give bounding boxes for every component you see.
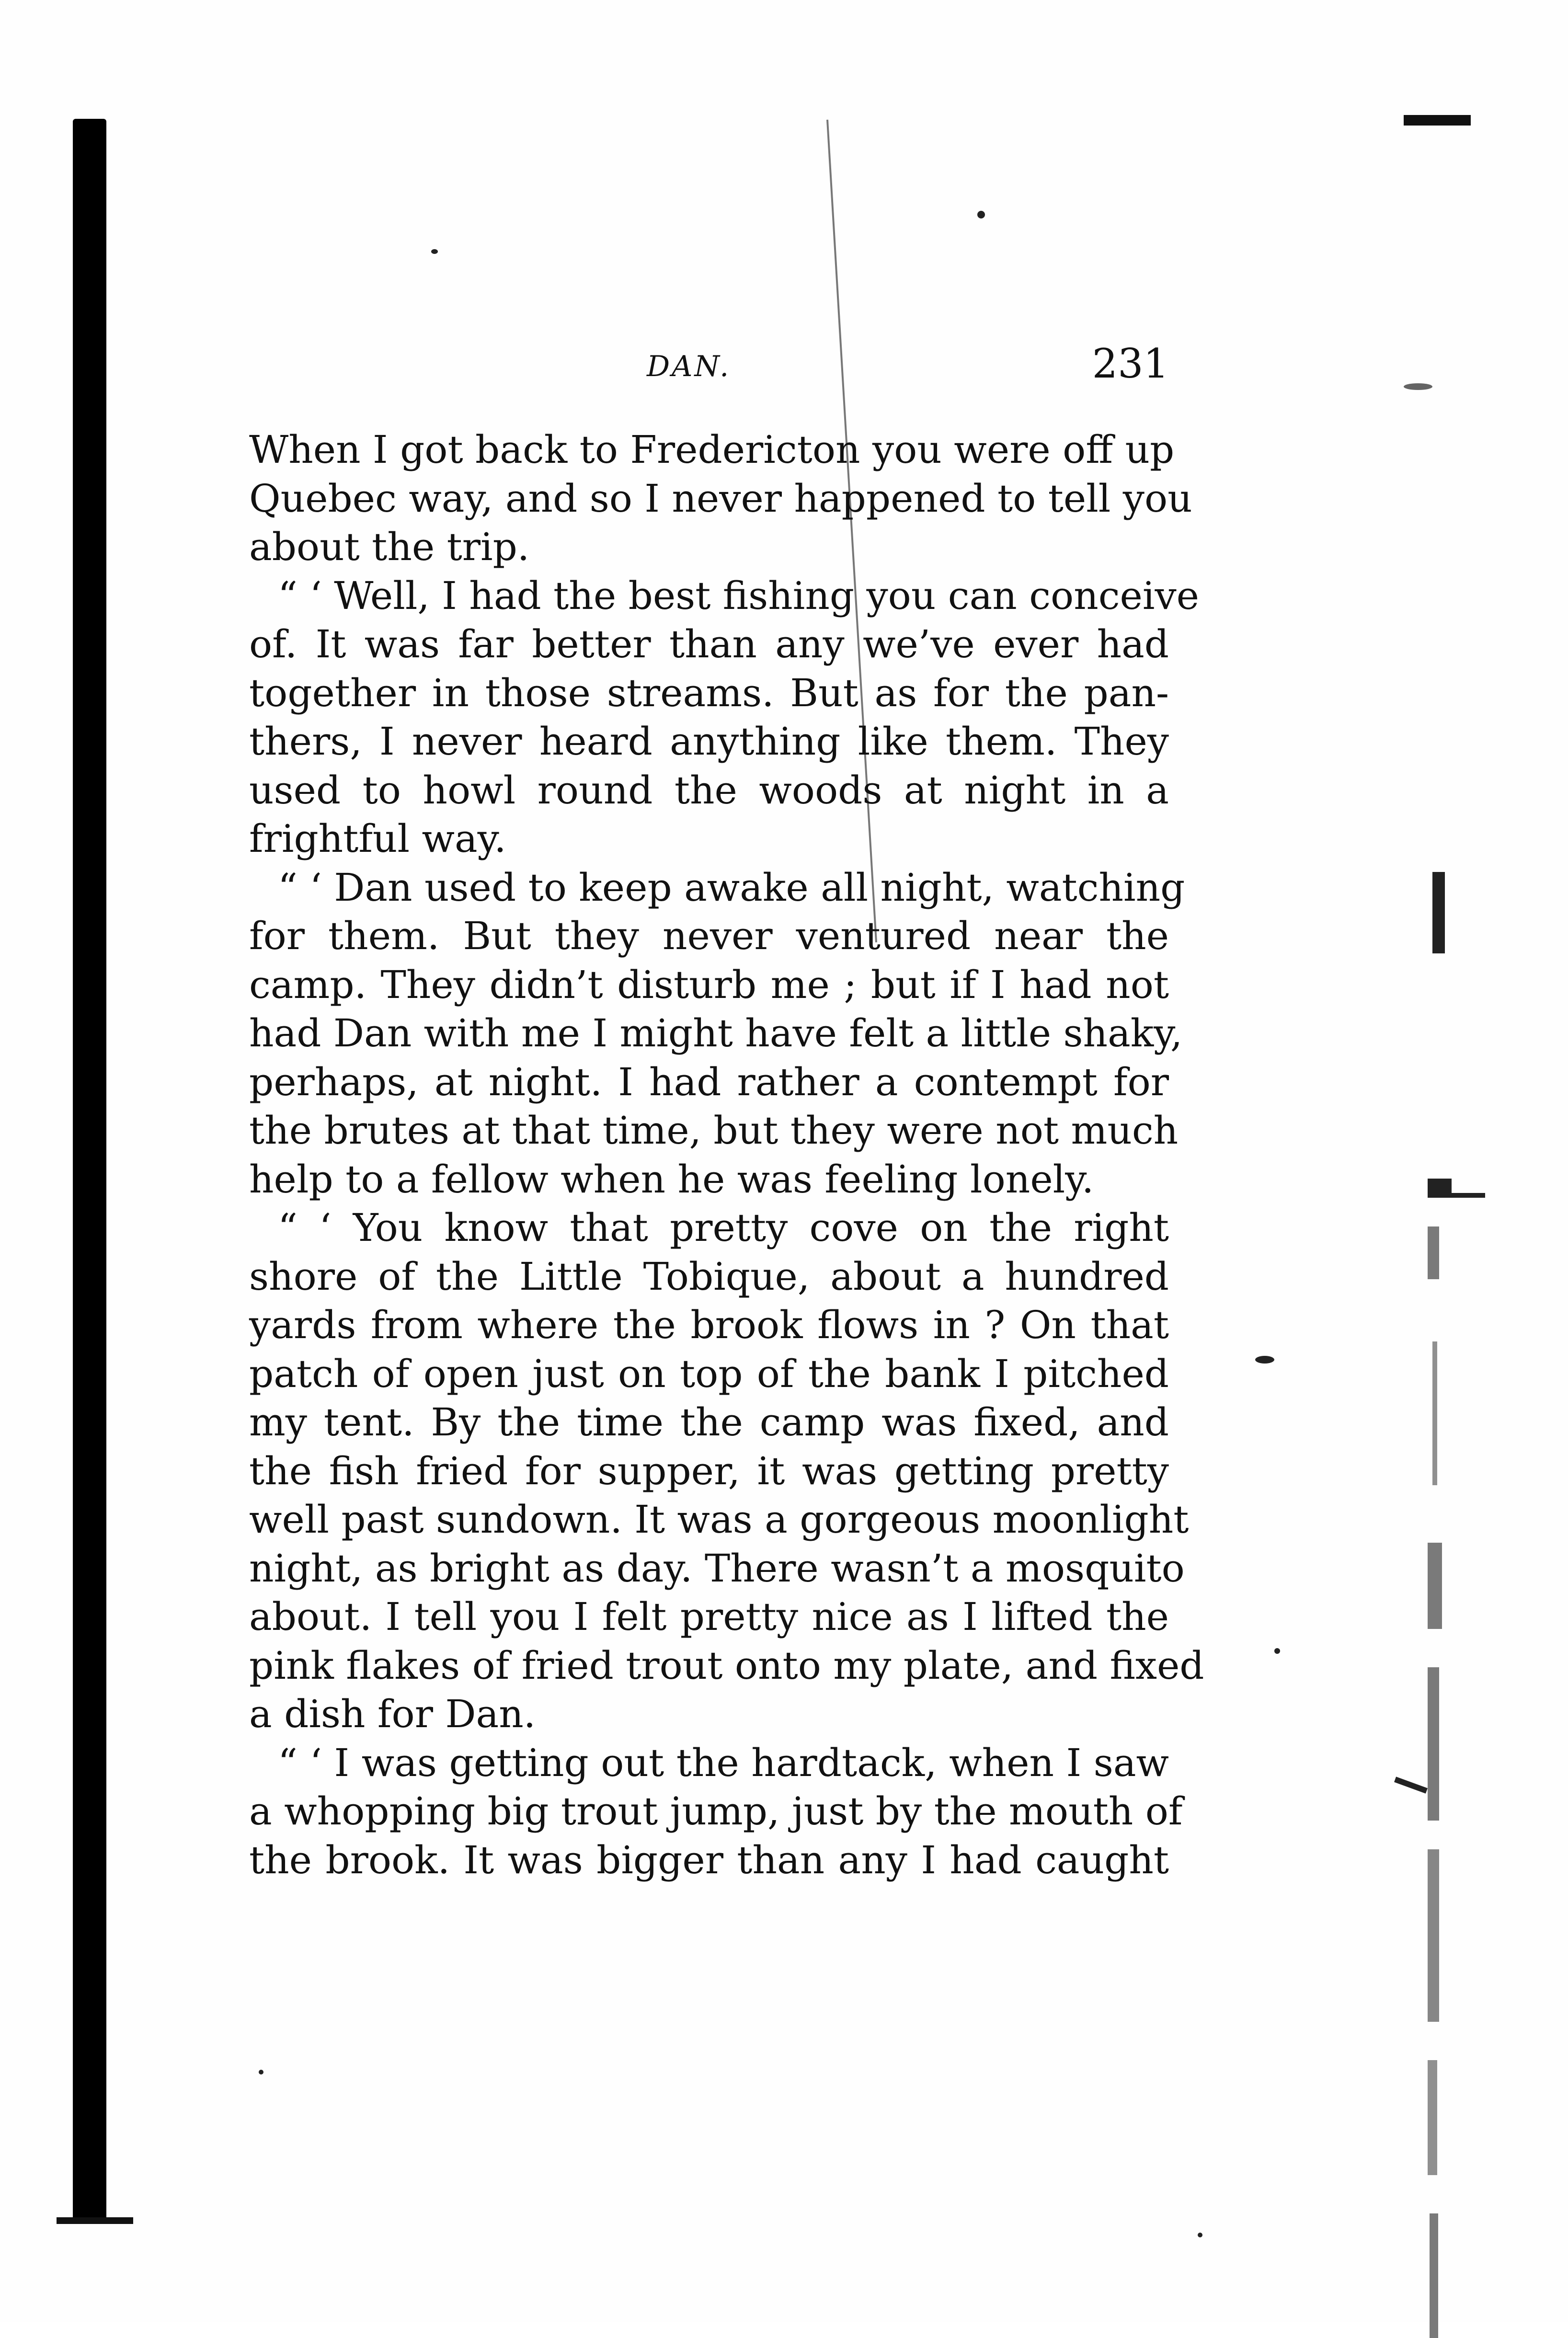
text-line: “ ‘ Dan used to keep awake all night, watching bbox=[278, 865, 1185, 910]
facing-page-bleed bbox=[1413, 115, 1466, 2242]
bleed-mark bbox=[1428, 1543, 1442, 1629]
ink-speck bbox=[1274, 1648, 1280, 1654]
text-line: about. I tell you I felt pretty nice as I lifted the bbox=[249, 1594, 1169, 1639]
ink-speck bbox=[1255, 1356, 1274, 1364]
paragraph bbox=[249, 1203, 1204, 1739]
paragraph bbox=[249, 425, 1192, 572]
text-line: help to a fellow when he was feeling lonely. bbox=[249, 1157, 1094, 1202]
text-line: about the trip. bbox=[249, 525, 530, 569]
paragraph bbox=[249, 1739, 1183, 1885]
running-head-title: DAN. bbox=[647, 350, 731, 383]
binding-foot-mark bbox=[57, 2217, 133, 2224]
bleed-mark bbox=[1432, 872, 1445, 953]
bleed-mark bbox=[1430, 2213, 1438, 2338]
bleed-mark bbox=[1442, 1193, 1485, 1198]
body-text bbox=[249, 425, 1204, 1884]
text-line: When I got back to Fredericton you were off up bbox=[249, 427, 1175, 472]
text-line: a dish for Dan. bbox=[249, 1692, 536, 1736]
facing-page-top-bar bbox=[1404, 115, 1471, 126]
ink-speck bbox=[977, 211, 985, 218]
page-number: 231 bbox=[1092, 340, 1169, 387]
bleed-mark bbox=[1428, 2060, 1437, 2175]
text-line: a whopping big trout jump, just by the mouth of bbox=[249, 1789, 1183, 1834]
bleed-mark bbox=[1394, 1776, 1428, 1793]
text-line: “ ‘ You know that pretty cove on the right bbox=[278, 1205, 1169, 1250]
text-line: yards from where the brook flows in ? On that bbox=[249, 1303, 1169, 1347]
ink-speck bbox=[431, 249, 438, 254]
text-line: camp. They didn’t disturb me ; but if I had not bbox=[249, 962, 1169, 1007]
ink-speck bbox=[259, 2070, 263, 2074]
text-line: had Dan with me I might have felt a little shaky, bbox=[249, 1011, 1183, 1055]
text-line: the brook. It was bigger than any I had caught bbox=[249, 1837, 1169, 1882]
text-line: thers, I never heard anything like them. They bbox=[249, 719, 1169, 764]
text-line: used to howl round the woods at night in a bbox=[249, 768, 1169, 813]
text-line: frightful way. bbox=[249, 816, 506, 861]
text-line: Quebec way, and so I never happened to tell you bbox=[249, 476, 1192, 521]
bleed-mark bbox=[1428, 1226, 1439, 1279]
text-line: night, as bright as day. There wasn’t a mosquito bbox=[249, 1546, 1185, 1591]
text-line: “ ‘ I was getting out the hardtack, when I saw bbox=[278, 1740, 1169, 1785]
text-line: of. It was far better than any we’ve ever had bbox=[249, 622, 1169, 666]
text-line: the brutes at that time, but they were not much bbox=[249, 1108, 1179, 1153]
paragraph bbox=[249, 863, 1185, 1204]
text-line: shore of the Little Tobique, about a hundred bbox=[249, 1254, 1169, 1299]
ink-speck bbox=[1198, 2233, 1202, 2237]
text-line: perhaps, at night. I had rather a contempt for bbox=[249, 1059, 1169, 1104]
bleed-mark bbox=[1428, 1849, 1439, 2022]
ink-speck bbox=[1404, 383, 1432, 390]
running-head bbox=[249, 331, 1169, 388]
text-line: the fish fried for supper, it was getting pretty bbox=[249, 1448, 1169, 1493]
text-line: together in those streams. But as for the pan- bbox=[249, 670, 1169, 715]
text-line: patch of open just on top of the bank I pitched bbox=[249, 1351, 1169, 1396]
text-line: pink flakes of fried trout onto my plate, and fixed bbox=[249, 1643, 1204, 1688]
text-line: “ ‘ Well, I had the best fishing you can conceive bbox=[278, 573, 1200, 618]
text-line: for them. But they never ventured near the bbox=[249, 914, 1169, 958]
text-line: my tent. By the time the camp was fixed, and bbox=[249, 1400, 1169, 1444]
text-line: well past sundown. It was a gorgeous moonlight bbox=[249, 1497, 1189, 1542]
paragraph bbox=[249, 572, 1200, 863]
bleed-mark bbox=[1432, 1341, 1437, 1485]
binding-shadow bbox=[73, 119, 106, 2222]
bleed-mark bbox=[1428, 1667, 1439, 1821]
